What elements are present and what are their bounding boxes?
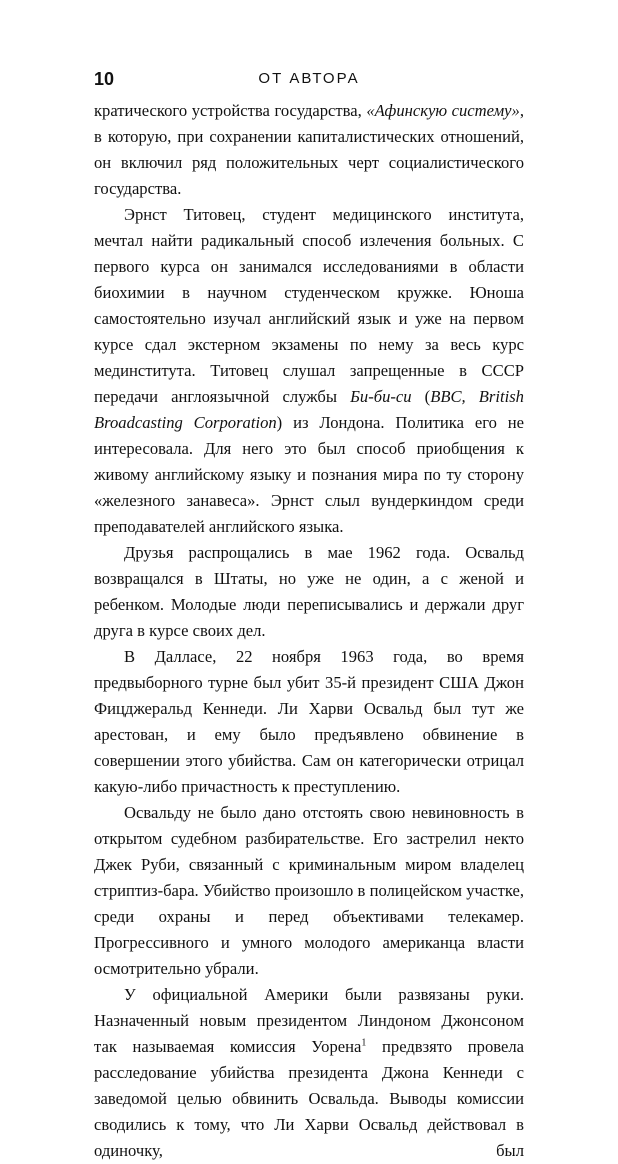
footnote-marker[interactable]: 1 <box>361 1037 367 1049</box>
body-text <box>94 98 524 1164</box>
italic-text: «Афинскую систему» <box>366 101 520 120</box>
italic-text: BBC, British Broadcasting Corporation <box>94 387 524 432</box>
page-number: 10 <box>94 69 115 89</box>
paragraph: Эрнст Титовец, студент медицинского института, мечтал найти радикальный способ излечения больных. С первого курса он занимался исследованиями в области биохимии в научном студенческом кружке. Юноша самостоятельно изучал английский язык и уже на первом курсе сдал экстерном экзамены по нему за весь курс мединститута. Титовец слушал запрещенные в СССР передачи англоязычной службы Би-би-си (BBC, British Broadcasting Corporation) из Лондона. Политика его не интересовала. Для него это был способ приобщения к живому английскому языку и познания мира по ту сторону «железного занавеса». Эрнст слыл вундеркиндом среди преподавателей английского языка. <box>94 205 525 536</box>
paragraph: кратического устройства государства, «Афинскую систему», в которую, при сохранении капиталистических отношений, он включил ряд положительных черт социалистического государства. <box>94 101 524 198</box>
running-head: ОТ АВТОРА <box>258 70 360 87</box>
italic-text: Би-би-си <box>350 387 412 406</box>
paragraph: Освальду не было дано отстоять свою невиновность в открытом судебном разбирательстве. Его застрелил некто Джек Руби, связанный с криминальным миром владелец стриптиз-бара. Убийство произошло в полицейском участке, среди охраны и перед объективами телекамер. Прогрессивного и умного молодого американца власти осмотрительно убрали. <box>94 803 524 978</box>
paragraph: У официальной Америки были развязаны руки. Назначенный новым президентом Линдоном Джонсоном так называемая комиссия Уорена$^1$ предвзято провела расследование убийства президента Джона Кеннеди с заведомой целью обвинить Освальда. Выводы комиссии сводились к тому, что Ли Харви Освальд действовал в одиночку, был <box>94 985 524 1160</box>
paragraph: Друзья распрощались в мае 1962 года. Освальд возвращался в Штаты, но уже не один, а с женой и ребенком. Молодые люди переписывались и держали друг друга в курсе своих дел. <box>94 543 524 640</box>
paragraph: В Далласе, 22 ноября 1963 года, во время предвыборного турне был убит 35-й президент США Джон Фицджеральд Кеннеди. Ли Харви Освальд был тут же арестован, и ему было предъявлено обвинение в совершении этого убийства. Сам он категорически отрицал какую-либо причастность к преступлению. <box>94 647 524 796</box>
page-header <box>94 68 524 92</box>
